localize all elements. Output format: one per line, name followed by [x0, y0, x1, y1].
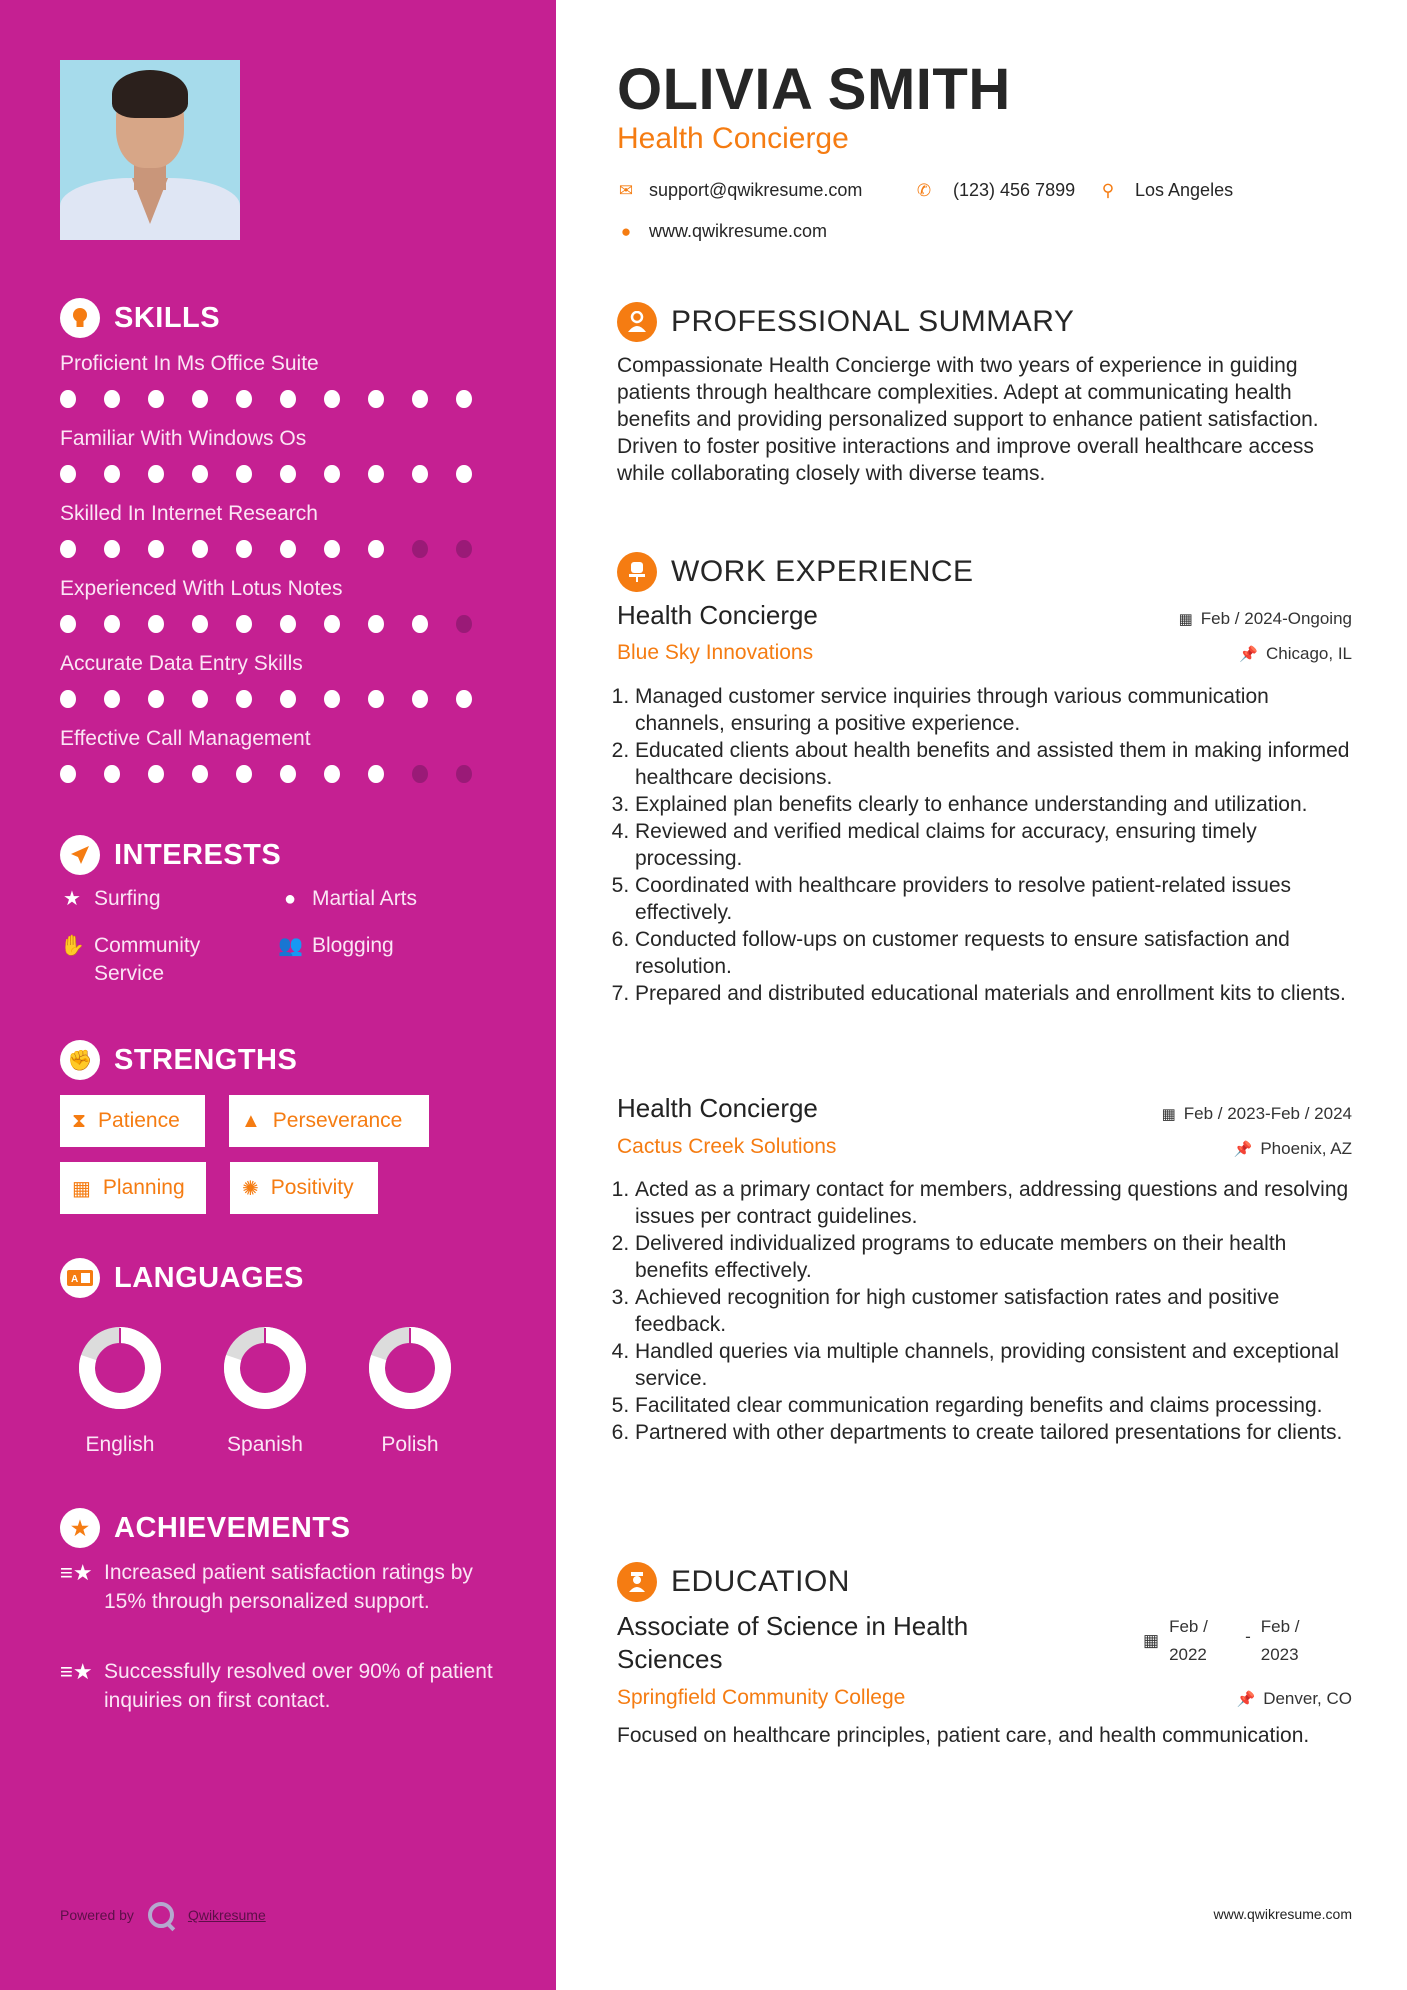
rating-dot: [368, 390, 384, 408]
language-name: Spanish: [227, 1433, 303, 1456]
rating-dot: [104, 765, 120, 783]
interest-label: Martial Arts: [312, 887, 418, 910]
location-text: Los Angeles: [1135, 180, 1234, 200]
language-item: [60, 1326, 180, 1457]
rating-dot: [324, 390, 340, 408]
contact-location: [1099, 180, 1233, 201]
dates-text: Feb / 2023-Feb / 2024: [1183, 1104, 1352, 1123]
strength-label: Perseverance: [272, 1109, 403, 1132]
rating-dot: [104, 540, 120, 558]
language-donut-chart: [368, 1326, 452, 1410]
pushpin-icon: 📌: [1239, 646, 1258, 663]
rating-dot: [192, 690, 208, 708]
rating-dot: [60, 540, 76, 558]
rating-dot: [368, 465, 384, 483]
job-bullets: [617, 683, 1352, 1007]
rating-dot: [280, 765, 296, 783]
star-icon: ★: [63, 888, 81, 910]
star-icon: ≡★: [60, 1659, 93, 1684]
skill-item: [60, 652, 500, 708]
strength-label: Planning: [102, 1176, 185, 1199]
bullet-item: 1. Acted as a primary contact for members, addressing questions and resolving issues per contract guidelines.: [635, 1176, 1352, 1230]
language-item: [350, 1326, 470, 1457]
phone-icon: ✆: [916, 180, 932, 200]
star-badge-icon: ★: [60, 1508, 100, 1548]
rating-dot: [324, 465, 340, 483]
interest-label: Community Service: [94, 934, 201, 985]
job-location: [1234, 1139, 1352, 1159]
job-title: Health Concierge: [617, 600, 818, 630]
star-icon: ≡★: [60, 1560, 93, 1585]
bullet-item: 2. Delivered individualized programs to educate members on their health benefits effectively.: [635, 1230, 1352, 1284]
skill-name: Experienced With Lotus Notes: [60, 577, 343, 600]
rating-dot: [104, 390, 120, 408]
lightbulb-icon: [60, 298, 100, 338]
rating-dot: [104, 690, 120, 708]
contact-website: [617, 221, 827, 242]
interests-heading: [60, 835, 281, 875]
strength-label: Patience: [98, 1109, 180, 1132]
rating-dot: [104, 615, 120, 633]
strength-tag: [60, 1162, 206, 1214]
company-name: Cactus Creek Solutions: [617, 1135, 837, 1158]
skill-name: Skilled In Internet Research: [60, 502, 318, 525]
email-text[interactable]: support@qwikresume.com: [649, 180, 863, 200]
rating-dot: [236, 540, 252, 558]
bullet-item: 4. Reviewed and verified medical claims for accuracy, ensuring timely processing.: [635, 818, 1352, 872]
bullet-item: 6. Partnered with other departments to create tailored presentations for clients.: [635, 1419, 1352, 1446]
skills-heading: [60, 298, 220, 338]
rating-dot: [456, 540, 472, 558]
bullet-item: 7. Prepared and distributed educational materials and enrollment kits to clients.: [635, 980, 1352, 1007]
contact-email: [617, 180, 862, 201]
date-separator: -: [1245, 1627, 1251, 1646]
rating-dot: [148, 690, 164, 708]
road-icon: ▲: [241, 1109, 261, 1132]
envelope-icon: ✉: [618, 180, 634, 200]
rating-dot: [324, 540, 340, 558]
achievement-item: [60, 1657, 500, 1715]
skill-item: [60, 727, 500, 783]
rating-dot: [412, 615, 428, 633]
section-title: EDUCATION: [671, 1565, 850, 1598]
strength-tag: [60, 1095, 205, 1147]
section-title: INTERESTS: [114, 838, 282, 871]
strength-tag: [230, 1162, 378, 1214]
section-title: WORK EXPERIENCE: [671, 555, 974, 588]
section-title: SKILLS: [114, 301, 221, 334]
strength-tag: [229, 1095, 429, 1147]
achievement-text: Increased patient satisfaction ratings by 15% through personalized support.: [104, 1561, 473, 1613]
rating-dot: [324, 765, 340, 783]
interest-item: [278, 932, 394, 960]
location-text: Chicago, IL: [1266, 644, 1352, 663]
language-name: Polish: [381, 1433, 439, 1456]
rating-dot: [148, 615, 164, 633]
rating-dot: [324, 690, 340, 708]
skill-name: Familiar With Windows Os: [60, 427, 307, 450]
education-location: [1237, 1689, 1353, 1709]
hand-icon: ✋: [60, 935, 85, 957]
rating-dot: [192, 615, 208, 633]
rating-dot: [456, 465, 472, 483]
strength-label: Positivity: [270, 1176, 354, 1199]
language-item: [205, 1326, 325, 1457]
interest-label: Surfing: [94, 887, 161, 910]
skill-rating: [60, 690, 500, 708]
rating-dot: [192, 540, 208, 558]
language-donut-chart: [78, 1326, 162, 1410]
bullet-item: 5. Coordinated with healthcare providers to resolve patient-related issues effectively.: [635, 872, 1352, 926]
rating-dot: [236, 690, 252, 708]
rating-dot: [280, 465, 296, 483]
section-title: PROFESSIONAL SUMMARY: [671, 305, 1075, 338]
rating-dot: [456, 765, 472, 783]
bullet-item: 2. Educated clients about health benefits and assisted them in making informed healthcare decisions.: [635, 737, 1352, 791]
job-bullets: [617, 1176, 1352, 1446]
degree-title: Associate of Science in Health Sciences: [617, 1611, 969, 1674]
bullet-item: 3. Achieved recognition for high customer satisfaction rates and positive feedback.: [635, 1284, 1352, 1338]
sidebar: [0, 0, 556, 1990]
rating-dot: [412, 390, 428, 408]
language-donut-chart: [223, 1326, 307, 1410]
rating-dot: [280, 540, 296, 558]
skill-rating: [60, 390, 500, 408]
qwikresume-link[interactable]: Qwikresume: [187, 1907, 266, 1923]
bullet-item: 3. Explained plan benefits clearly to enhance understanding and utilization.: [635, 791, 1352, 818]
skill-rating: [60, 540, 500, 558]
education-dates: [1143, 1613, 1309, 1669]
section-title: ACHIEVEMENTS: [114, 1511, 351, 1544]
rating-dot: [60, 390, 76, 408]
skill-item: [60, 577, 500, 633]
section-title: LANGUAGES: [114, 1261, 304, 1294]
globe-icon: ●: [283, 888, 297, 910]
rating-dot: [236, 615, 252, 633]
rating-dot: [60, 690, 76, 708]
achievements-heading: [60, 1508, 350, 1548]
skill-item: [60, 352, 500, 408]
qwikresume-logo-icon: [148, 1902, 174, 1928]
rating-dot: [280, 690, 296, 708]
rating-dot: [236, 465, 252, 483]
rating-dot: [368, 615, 384, 633]
dates-text: Feb / 2024-Ongoing: [1200, 609, 1352, 628]
interest-item: [278, 885, 417, 913]
school-name: Springfield Community College: [617, 1686, 906, 1709]
rating-dot: [412, 465, 428, 483]
calendar-icon: ▦: [72, 1177, 91, 1200]
fist-icon: ✊: [60, 1040, 100, 1080]
location-text: Phoenix, AZ: [1260, 1139, 1352, 1158]
strengths-heading: [60, 1040, 297, 1080]
phone-text: (123) 456 7899: [953, 180, 1076, 200]
job-dates: [1162, 1104, 1352, 1124]
rating-dot: [236, 765, 252, 783]
experience-heading: [617, 552, 974, 592]
rating-dot: [192, 465, 208, 483]
user-icon: [617, 302, 657, 342]
powered-by: [60, 1902, 266, 1928]
achievement-text: Successfully resolved over 90% of patient inquiries on first contact.: [104, 1660, 493, 1712]
rating-dot: [104, 465, 120, 483]
rating-dot: [192, 390, 208, 408]
rating-dot: [368, 690, 384, 708]
job-title: Health Concierge: [617, 1093, 818, 1123]
rating-dot: [192, 765, 208, 783]
chair-icon: [617, 552, 657, 592]
calendar-icon: ▦: [1178, 611, 1193, 628]
education-heading: [617, 1562, 850, 1602]
bullet-item: 4. Handled queries via multiple channels, providing consistent and exceptional service.: [635, 1338, 1352, 1392]
rating-dot: [148, 465, 164, 483]
rating-dot: [148, 540, 164, 558]
job-location: [1239, 644, 1352, 664]
bullet-item: 6. Conducted follow-ups on customer requests to ensure satisfaction and resolution.: [635, 926, 1352, 980]
interest-item: [60, 932, 250, 988]
languages-heading: [60, 1258, 304, 1298]
bullet-item: 1. Managed customer service inquiries through various communication channels, ensuring a positive experience.: [635, 683, 1352, 737]
company-name: Blue Sky Innovations: [617, 641, 814, 664]
rating-dot: [456, 390, 472, 408]
candidate-name: OLIVIA SMITH: [617, 57, 1011, 122]
users-icon: 👥: [278, 935, 303, 957]
sun-icon: ✺: [242, 1177, 259, 1200]
rating-dot: [280, 615, 296, 633]
rating-dot: [412, 540, 428, 558]
rating-dot: [412, 690, 428, 708]
profile-photo: [60, 60, 240, 240]
rating-dot: [412, 765, 428, 783]
skill-rating: [60, 615, 500, 633]
end-date: Feb / 2023: [1260, 1617, 1300, 1664]
pushpin-icon: 📌: [1236, 1691, 1256, 1708]
skill-name: Proficient In Ms Office Suite: [60, 352, 319, 375]
interest-label: Blogging: [312, 934, 394, 957]
skill-rating: [60, 465, 500, 483]
pushpin-icon: 📌: [1233, 1141, 1253, 1158]
achievement-item: [60, 1558, 500, 1616]
rating-dot: [456, 615, 472, 633]
skill-name: Effective Call Management: [60, 727, 311, 750]
rating-dot: [324, 615, 340, 633]
powered-by-label: Powered by: [60, 1907, 134, 1923]
footer-url[interactable]: www.qwikresume.com: [1213, 1906, 1352, 1922]
website-text[interactable]: www.qwikresume.com: [649, 221, 828, 241]
svg-text:A: A: [71, 1274, 79, 1285]
rating-dot: [60, 615, 76, 633]
rating-dot: [280, 390, 296, 408]
interest-item: [60, 885, 161, 913]
contact-phone: [915, 180, 1075, 201]
rating-dot: [368, 540, 384, 558]
job-dates: [1179, 609, 1352, 629]
rating-dot: [148, 765, 164, 783]
hourglass-icon: ⧗: [72, 1109, 87, 1132]
map-marker-icon: ⚲: [1101, 180, 1115, 200]
language-name: English: [85, 1433, 155, 1456]
section-title: STRENGTHS: [114, 1043, 298, 1076]
graduate-icon: [617, 1562, 657, 1602]
summary-text: Compassionate Health Concierge with two years of experience in guiding patients through healthcare complexities. Adept at communicating health benefits and providing personalized support to enhance patient satisfaction. Driven to foster positive interactions and improve overall healthcare access while collaborating closely with diverse teams.: [617, 354, 1319, 485]
rating-dot: [368, 765, 384, 783]
paper-plane-icon: [60, 835, 100, 875]
skill-rating: [60, 765, 500, 783]
bullet-item: 5. Facilitated clear communication regarding benefits and claims processing.: [635, 1392, 1352, 1419]
summary-heading: [617, 302, 1074, 342]
rating-dot: [60, 765, 76, 783]
start-date: Feb / 2022: [1169, 1617, 1208, 1664]
translate-icon: [60, 1258, 100, 1298]
rating-dot: [60, 465, 76, 483]
calendar-icon: ▦: [1161, 1106, 1176, 1123]
rating-dot: [236, 390, 252, 408]
calendar-icon: ▦: [1143, 1631, 1160, 1650]
skill-item: [60, 502, 500, 558]
education-description: Focused on healthcare principles, patient care, and health communication.: [617, 1724, 1310, 1747]
candidate-role: Health Concierge: [617, 122, 849, 155]
location-text: Denver, CO: [1263, 1689, 1352, 1708]
rating-dot: [148, 390, 164, 408]
skill-name: Accurate Data Entry Skills: [60, 652, 303, 675]
rating-dot: [456, 690, 472, 708]
skill-item: [60, 427, 500, 483]
globe-icon: ●: [620, 221, 632, 241]
